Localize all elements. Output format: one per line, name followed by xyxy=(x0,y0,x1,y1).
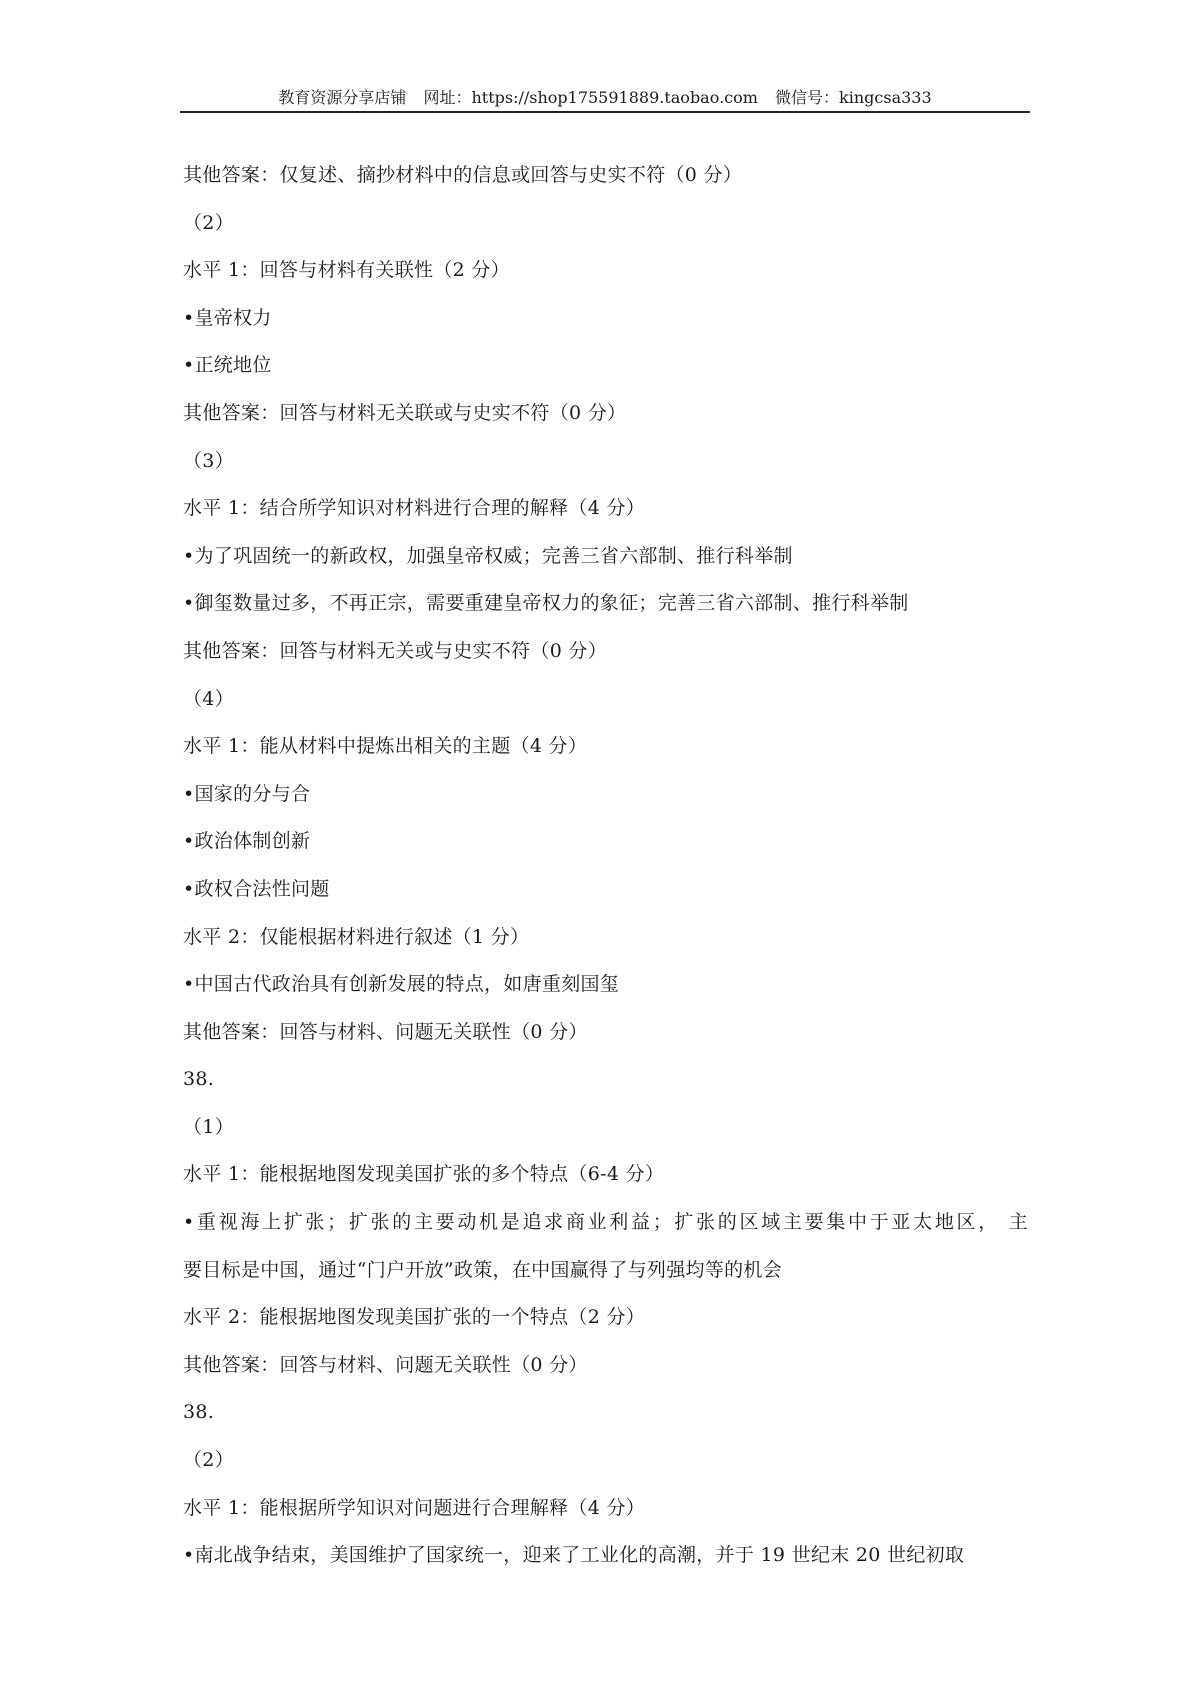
text-line: 其他答案：仅复述、摘抄材料中的信息或回答与史实不符（0 分） xyxy=(183,164,743,186)
header-rule xyxy=(180,111,1030,113)
header-wechat: 微信号：kingcsa333 xyxy=(775,88,932,107)
text-line: •皇帝权力 xyxy=(183,306,272,329)
text-line: （1） xyxy=(183,1115,234,1138)
page-header xyxy=(180,84,1030,112)
text-line: 其他答案：回答与材料无关或与史实不符（0 分） xyxy=(183,639,608,662)
text-line: •为了巩固统一的新政权，加强皇帝权威；完善三省六部制、推行科举制 xyxy=(183,544,793,567)
text-line: （2） xyxy=(183,211,234,234)
text-line: 水平 2：仅能根据材料进行叙述（1 分） xyxy=(183,925,530,948)
text-line: 要目标是中国，通过“门户开放”政策，在中国赢得了与列强均等的机会 xyxy=(183,1258,783,1281)
text-line: 水平 2：能根据地图发现美国扩张的一个特点（2 分） xyxy=(183,1306,646,1329)
text-line: （3） xyxy=(183,449,234,472)
text-line: 其他答案：回答与材料、问题无关联性（0 分） xyxy=(183,1353,588,1376)
text-line: 其他答案：回答与材料无关联或与史实不符（0 分） xyxy=(183,401,627,424)
text-line: •政权合法性问题 xyxy=(183,877,330,900)
text-line: （4） xyxy=(183,687,234,710)
text-line: 水平 1：能根据所学知识对问题进行合理解释（4 分） xyxy=(183,1496,646,1519)
text-line: 水平 1：能从材料中提炼出相关的主题（4 分） xyxy=(183,735,588,758)
text-line: •御玺数量过多，不再正宗，需要重建皇帝权力的象征；完善三省六部制、推行科举制 xyxy=(183,592,909,615)
text-line: 水平 1：回答与材料有关联性（2 分） xyxy=(183,259,510,282)
text-line: （2） xyxy=(183,1449,234,1472)
header-shop: 教育资源分享店铺 xyxy=(278,88,407,107)
text-line: •中国古代政治具有创新发展的特点，如唐重刻国玺 xyxy=(183,973,620,996)
text-line: •政治体制创新 xyxy=(183,830,311,853)
text-line: 38. xyxy=(183,1068,215,1091)
text-line: •重视海上扩张；扩张的主要动机是追求商业利益；扩张的区域主要集中于亚太地区， 主 xyxy=(183,1211,1028,1234)
text-line: •南北战争结束，美国维护了国家统一，迎来了工业化的高潮，并于 19 世纪末 20 世纪初取 xyxy=(183,1544,965,1567)
text-line: 38. xyxy=(183,1401,215,1424)
text-line: 水平 1：能根据地图发现美国扩张的多个特点（6-4 分） xyxy=(183,1163,665,1186)
text-line: •正统地位 xyxy=(183,354,272,377)
text-line: 水平 1：结合所学知识对材料进行合理的解释（4 分） xyxy=(183,497,646,520)
answer-content xyxy=(183,152,1028,1580)
text-line: •国家的分与合 xyxy=(183,782,311,805)
text-line: 其他答案：回答与材料、问题无关联性（0 分） xyxy=(183,1020,588,1043)
header-website: 网址：https://shop175591889.taobao.com xyxy=(423,88,758,107)
